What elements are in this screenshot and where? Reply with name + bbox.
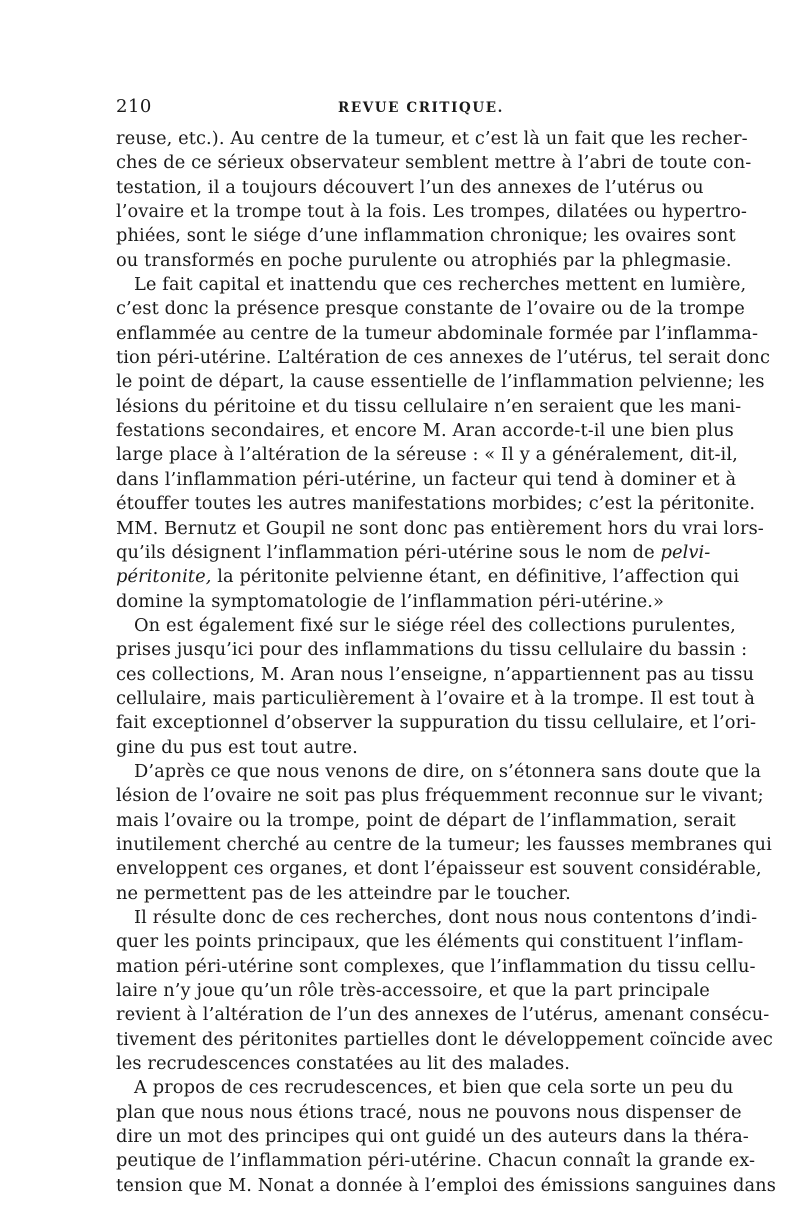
line-text: le point de départ, la cause essentielle de l’inflammation pelvienne; les: [116, 371, 765, 393]
text-line: [116, 565, 740, 589]
line-text: les recrudescences constatées au lit des malades.: [116, 1053, 570, 1075]
line-text: testation, il a toujours découvert l’un des annexes de l’utérus ou: [116, 176, 704, 198]
line-text: tion péri-utérine. L’altération de ces annexes de l’utérus, tel serait donc: [116, 347, 771, 369]
line-text: c’est donc la présence presque constante de l’ovaire ou de la trompe: [116, 298, 745, 320]
line-text: On est également fixé sur le siége réel des collections purulentes,: [134, 614, 736, 636]
text-line: [116, 1076, 734, 1100]
line-text: enflammée au centre de la tumeur abdominale formée par l’inflamma-: [116, 322, 759, 344]
line-text: mais l’ovaire ou la trompe, point de départ de l’inflammation, serait: [116, 809, 736, 831]
text-line: [116, 127, 748, 151]
line-text: ou transformés en poche purulente ou atrophiés par la phlegmasie.: [116, 249, 732, 271]
text-line: [116, 736, 686, 760]
text-line: [116, 1125, 749, 1149]
text-line: [116, 370, 765, 394]
line-text: prises jusqu’ici pour des inflammations du tissu cellulaire du bassin :: [116, 639, 748, 661]
text-line: [116, 492, 756, 516]
body-text: [116, 127, 776, 1198]
text-line: [116, 151, 752, 175]
text-line: [116, 930, 744, 954]
line-text: lésion de l’ovaire ne soit pas plus fréquemment reconnue sur le vivant;: [116, 785, 764, 807]
line-text: tension que M. Nonat a donnée à l’emploi des émissions sanguines dans: [116, 1174, 776, 1196]
line-text: enveloppent ces organes, et dont l’épaisseur est souvent considérable,: [116, 858, 762, 880]
line-text: quer les points principaux, que les éléments qui constituent l’inflam-: [116, 931, 744, 953]
text-line: [116, 833, 772, 857]
text-line: [116, 590, 686, 614]
text-line: [116, 1174, 776, 1198]
line-text: la péritonite pelvienne étant, en définitive, l’affection qui: [211, 566, 740, 588]
text-line: [116, 517, 764, 541]
line-text: large place à l’altération de la séreuse : « Il y a généralement, dit-il,: [116, 444, 738, 466]
text-line: [116, 346, 771, 370]
text-line: [116, 1052, 686, 1076]
text-line: [116, 443, 738, 467]
text-line: [116, 468, 737, 492]
line-text: D’après ce que nous venons de dire, on s’étonnera sans doute que la: [134, 760, 762, 782]
line-text: dire un mot des principes qui ont guidé un des auteurs dans la théra-: [116, 1126, 749, 1148]
page-header: [116, 96, 686, 126]
running-title: REVUE CRITIQUE.: [338, 100, 504, 116]
text-line: [116, 1003, 770, 1027]
text-line: [116, 882, 686, 906]
text-line: [116, 200, 748, 224]
line-text: plan que nous nous étions tracé, nous ne pouvons nous dispenser de: [116, 1101, 742, 1123]
text-line: [116, 419, 734, 443]
text-line: [116, 979, 710, 1003]
line-text: fait exceptionnel d’observer la suppuration du tissu cellulaire, et l’ori-: [116, 712, 757, 734]
line-text: gine du pus est tout autre.: [116, 736, 358, 758]
line-text: l’ovaire et la trompe tout à la fois. Les trompes, dilatées ou hypertro-: [116, 201, 748, 223]
text-line: [116, 760, 762, 784]
line-text: A propos de ces recrudescences, et bien que cela sorte un peu du: [134, 1077, 734, 1099]
line-text: tivement des péritonites partielles dont le développement coïncide avec: [116, 1028, 773, 1050]
text-line: [116, 176, 704, 200]
text-line: [116, 273, 747, 297]
text-line: [116, 1028, 773, 1052]
text-line: [116, 322, 759, 346]
text-line: [116, 1149, 756, 1173]
text-line: [116, 638, 748, 662]
line-text: laire n’y joue qu’un rôle très-accessoire, et que la part principale: [116, 980, 710, 1002]
line-text: phiées, sont le siége d’une inflammation chronique; les ovaires sont: [116, 225, 736, 247]
line-text: peutique de l’inflammation péri-utérine. Chacun connaît la grande ex-: [116, 1150, 756, 1172]
text-line: [116, 224, 736, 248]
text-line: [116, 906, 758, 930]
line-text: étouffer toutes les autres manifestations morbides; c’est la péritonite.: [116, 493, 756, 515]
line-text: qu’ils désignent l’inflammation péri-utérine sous le nom de: [116, 541, 661, 563]
text-line: [116, 249, 732, 273]
text-line: [116, 809, 736, 833]
line-text: ne permettent pas de les atteindre par le toucher.: [116, 882, 571, 904]
line-text: festations secondaires, et encore M. Aran accorde-t-il une bien plus: [116, 420, 734, 442]
line-text: reuse, etc.). Au centre de la tumeur, et c’est là un fait que les recher-: [116, 128, 748, 149]
page-number: 210: [116, 96, 152, 117]
text-line: [116, 614, 736, 638]
text-line: [116, 955, 756, 979]
line-text: ches de ce sérieux observateur semblent mettre à l’abri de toute con-: [116, 152, 752, 174]
line-text: Il résulte donc de ces recherches, dont nous nous contentons d’indi-: [134, 907, 758, 928]
line-text: Le fait capital et inattendu que ces recherches mettent en lumière,: [134, 274, 747, 296]
text-line: [116, 395, 742, 419]
line-text: lésions du péritoine et du tissu cellulaire n’en seraient que les mani-: [116, 395, 742, 417]
text-line: [116, 784, 764, 808]
text-line: [116, 687, 755, 711]
line-text: MM. Bernutz et Goupil ne sont donc pas entièrement hors du vrai lors-: [116, 517, 764, 539]
text-line: [116, 1101, 742, 1125]
text-line: [116, 663, 755, 687]
line-text: cellulaire, mais particulièrement à l’ovaire et à la trompe. Il est tout à: [116, 687, 755, 709]
line-text: ces collections, M. Aran nous l’enseigne, n’appartiennent pas au tissu: [116, 663, 755, 685]
line-text: revient à l’altération de l’un des annexes de l’utérus, amenant consécu-: [116, 1004, 770, 1026]
italic-text: péritonite,: [116, 566, 212, 588]
text-line: [116, 711, 757, 735]
italic-text: pelvi-: [660, 541, 711, 563]
line-text: domine la symptomatologie de l’inflammation péri-utérine.»: [116, 590, 664, 612]
text-line: [116, 857, 762, 881]
line-text: mation péri-utérine sont complexes, que l’inflammation du tissu cellu-: [116, 955, 756, 977]
line-text: dans l’inflammation péri-utérine, un facteur qui tend à dominer et à: [116, 468, 737, 490]
text-line: [116, 541, 711, 565]
line-text: inutilement cherché au centre de la tumeur; les fausses membranes qui: [116, 833, 772, 855]
text-line: [116, 297, 745, 321]
